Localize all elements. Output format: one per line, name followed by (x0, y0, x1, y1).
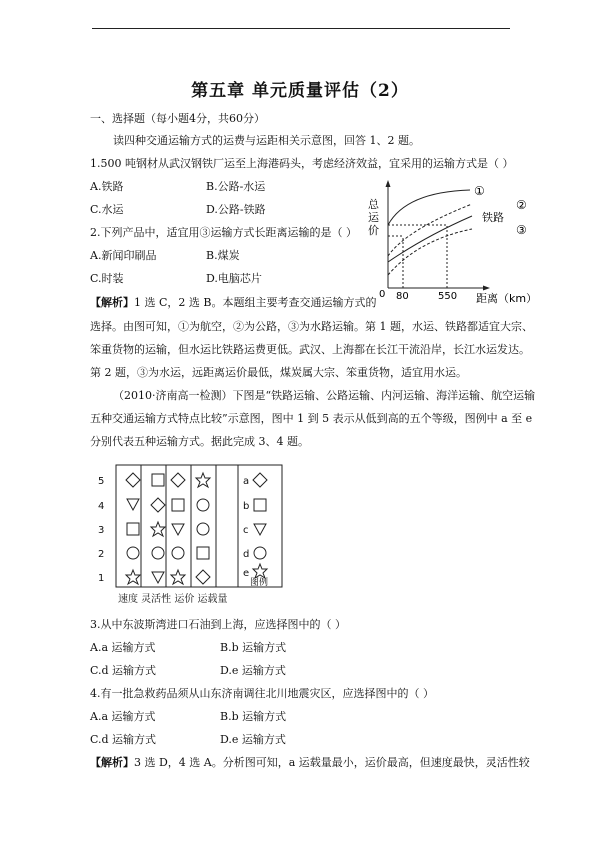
q1-option-b: B.公路-水运 (206, 180, 266, 193)
origin-label: 0 (379, 289, 386, 300)
shape-star (196, 473, 210, 487)
y-axis-arrow (386, 180, 391, 187)
xlabel: 距离（km） (476, 292, 538, 305)
section-heading: 一、选择题（每小题4分，共60分） (90, 112, 265, 125)
q3-stem: 3.从中东波斯湾进口石油到上海，应选择图中的（ ） (90, 618, 346, 631)
shape-diamond (196, 570, 210, 584)
label-curve-2: ② (516, 198, 527, 212)
level-4: 4 (98, 501, 105, 512)
q1-option-d: D.公路-铁路 (206, 203, 266, 216)
label-curve-3: ③ (516, 223, 527, 237)
shape-square (127, 523, 139, 535)
curve-rail (388, 216, 472, 262)
legend-shape-c (254, 524, 266, 535)
q1-stem: 1.500 吨钢材从武汉钢铁厂运至上海港码头，考虑经济效益，宜采用的运输方式是（ ） (90, 157, 514, 170)
x-categories: 速度 灵活性 运价 运载量 (118, 594, 228, 605)
q4-option-c: C.d 运输方式 (90, 733, 157, 746)
shape-square (152, 474, 164, 486)
shape-diamond (151, 498, 165, 512)
shape-star (126, 570, 140, 584)
legend-key-c: c (243, 525, 249, 536)
shape-triangle (152, 572, 164, 583)
explanation-1-line-3: 笨重货物的运输，但水运比铁路运费更低。武汉、上海都在长江干流沿岸，长江水运发达。 (90, 343, 530, 356)
intro-q1-2: 读四种交通运输方式的运费与运距相关示意图，回答 1、2 题。 (113, 134, 420, 147)
main-frame (116, 465, 238, 587)
explanation-tag: 【解析】 (90, 296, 134, 309)
shape-diamond (126, 473, 140, 487)
q3-option-c: C.d 运输方式 (90, 664, 157, 677)
q2-option-d: D.电脑芯片 (206, 272, 262, 285)
intro-q3-4-line-3: 分别代表五种运输方式。据此完成 3、4 题。 (90, 435, 309, 448)
legend-key-e: e (243, 568, 250, 579)
legend-key-b: b (243, 501, 250, 512)
intro-q3-4-line-2: 五种交通运输方式特点比较”示意图，图中 1 到 5 表示从低到高的五个等级，图例中 a 至 e (90, 412, 533, 425)
q3-option-b: B.b 运输方式 (220, 641, 287, 654)
intro-q3-4-line-1: （2010·济南高一检测）下图是“铁路运输、公路运输、内河运输、海洋运输、航空运输 (113, 389, 536, 402)
q2-option-a: A.新闻印刷品 (90, 249, 157, 262)
explanation-2-text: 3 选 D，4 选 A。分析图可知，a 运载量最小，运价最高，但速度最快，灵活性较 (134, 756, 530, 769)
legend-key-a: a (243, 476, 250, 487)
explanation-1-text: 1 选 C，2 选 B。本题组主要考查交通运输方式的 (134, 296, 377, 309)
page-title: 第五章 单元质量评估（2） (191, 81, 409, 101)
shape-square (197, 547, 209, 559)
level-1: 1 (98, 573, 105, 584)
explanation-1-line-2: 选择。由图可知，①为航空，②为公路，③为水路运输。第 1 题，水运、铁路都适宜大宗、 (90, 320, 533, 333)
shape-star (171, 570, 185, 584)
legend-shape-d (254, 547, 266, 559)
q2-stem: 2.下列产品中，适宜用③运输方式长距离运输的是（ ） (90, 226, 357, 239)
shape-circle (197, 523, 209, 535)
shape-triangle (127, 499, 139, 510)
shape-circle (127, 547, 139, 559)
label-curve-1: ① (474, 184, 485, 198)
level-2: 2 (98, 549, 105, 560)
shape-diamond (171, 473, 185, 487)
explanation-1-line-4: 第 2 题，③为水运，远距离运价最低，煤炭属大宗、笨重货物，适宜用水运。 (90, 366, 467, 379)
shape-circle (152, 547, 164, 559)
legend-shape-b (254, 499, 266, 511)
header-rule (92, 28, 510, 29)
shape-square (172, 499, 184, 511)
q4-stem: 4.有一批急救药品须从山东济南调往北川地震灾区，应选择图中的（ ） (90, 687, 434, 700)
transport-comparison-chart (90, 462, 290, 607)
shape-star (151, 522, 165, 536)
label-rail: 铁路 (482, 211, 504, 224)
q2-option-b: B.煤炭 (206, 249, 240, 262)
shape-circle (172, 547, 184, 559)
explanation-2-line-1 (90, 756, 530, 770)
q2-option-c: C.时装 (90, 272, 124, 285)
shape-triangle (172, 524, 184, 535)
freight-cost-chart (366, 178, 552, 306)
ylabel-2: 运 (368, 211, 379, 224)
ylabel-1: 总 (368, 198, 379, 211)
level-5: 5 (98, 476, 105, 487)
level-3: 3 (98, 525, 105, 536)
q4-option-d: D.e 运输方式 (220, 733, 286, 746)
legend-title: 图例 (250, 578, 269, 588)
legend-key-d: d (243, 549, 250, 560)
q1-option-c: C.水运 (90, 203, 124, 216)
q4-option-b: B.b 运输方式 (220, 710, 287, 723)
legend-shape-a (253, 473, 267, 487)
q4-option-a: A.a 运输方式 (90, 710, 156, 723)
shape-circle (197, 499, 209, 511)
explanation-tag: 【解析】 (90, 756, 134, 769)
tick-550: 550 (438, 291, 458, 302)
q3-option-d: D.e 运输方式 (220, 664, 286, 677)
tick-80: 80 (396, 291, 409, 302)
q1-option-a: A.铁路 (90, 180, 124, 193)
x-axis-arrow (483, 286, 490, 291)
legend-shape-e (253, 564, 267, 578)
curve-2-road (388, 204, 472, 256)
explanation-1-line-1 (90, 296, 376, 310)
q3-option-a: A.a 运输方式 (90, 641, 156, 654)
curve-1-air (388, 190, 470, 225)
ylabel-3: 价 (368, 224, 379, 237)
